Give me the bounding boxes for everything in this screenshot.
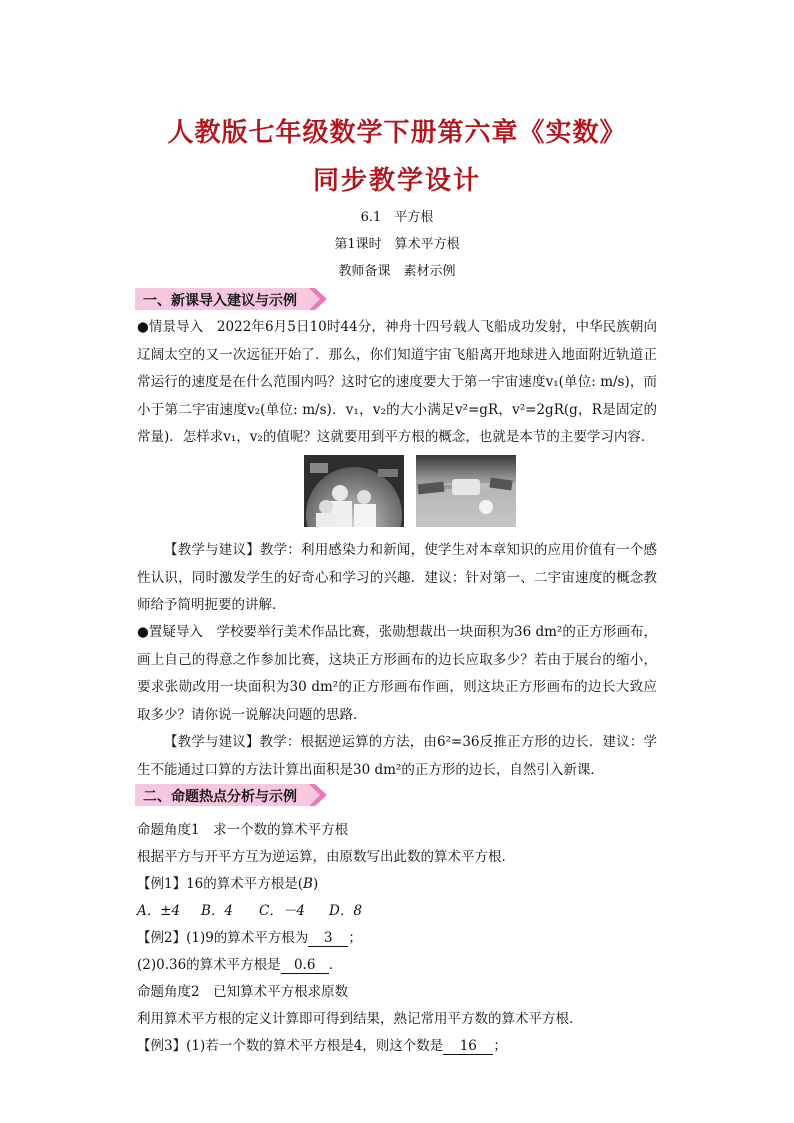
angle-2-heading: 命题角度2 已知算术平方根求原数 (137, 984, 349, 1000)
example-1-options (137, 899, 362, 919)
teaching-advice-2: 【教学与建议】教学：根据逆运算的方法，由6²=36反推正方形的边长．建议：学生不能通过口算的方法计算出面积是30 dm²的正方形的边长，自然引入新课． (137, 734, 657, 778)
example-1 (137, 872, 318, 892)
section-banner-intro (135, 288, 327, 310)
intro-lead: ●置疑导入 (137, 624, 217, 640)
angle-1-heading: 命题角度1 求一个数的算术平方根 (137, 822, 349, 838)
banner-label: 二、命题热点分析与示例 (143, 789, 297, 805)
option-b: B．4 (201, 903, 234, 919)
example-2b-answer: 0.6 (281, 957, 329, 974)
angle-1-description: 根据平方与开平方互为逆运算，由原数写出此数的算术平方根． (137, 849, 515, 865)
option-a: A．±4 (137, 903, 181, 919)
teaching-advice-1: 【教学与建议】教学：利用感染力和新闻，使学生对本章知识的应用价值有一个感性认识，同时激发学生的好奇心和学习的兴趣．建议：针对第一、二宇宙速度的概念教师给予简明扼要的讲解． (137, 542, 657, 614)
example-3a-tail: ； (493, 1038, 507, 1054)
example-2a-tail: ； (348, 930, 362, 946)
angle-2-description: 利用算术平方根的定义计算即可得到结果，熟记常用平方数的算术平方根． (137, 1011, 583, 1027)
intro-lead: ●情景导入 (137, 319, 217, 335)
banner-label: 一、新课导入建议与示例 (143, 293, 297, 309)
example-2a-answer: 3 (308, 930, 348, 947)
example-1-close: ) (312, 876, 319, 892)
intro-paragraph-scenario (137, 314, 657, 452)
example-3a-stem: 【例3】(1)若一个数的算术平方根是4，则这个数是 (137, 1038, 444, 1054)
example-2a-stem: 【例2】(1)9的算术平方根为 (137, 930, 309, 946)
option-c: C．－4 (259, 903, 305, 919)
example-2b-stem: (2)0.36的算术平方根是 (137, 957, 281, 973)
example-3a-answer: 16 (443, 1038, 493, 1055)
section-heading: 6.1 平方根 (360, 210, 434, 225)
lesson-heading: 第1课时 算术平方根 (334, 237, 460, 252)
spacecraft-photo (416, 455, 516, 527)
intro-text: 2022年6月5日10时44分，神舟十四号载人飞船成功发射，中华民族朝向辽阔太空的又一次远征开始了．那么，你们知道宇宙飞船离开地球进入地面附近轨道正常运行的速度是在什么范围内吗？这时它的速度要大于第一宇宙速度v₁(单位: m/s)，而小于第二宇宙速度v₂(单位: m/s)．v₁，v₂的大小满足v²=gR，v²=2gR(g，R是固定的常量)．怎样求v₁，v₂的值呢？这就要用到平方根的概念，也就是本节的主要学习内容． (137, 319, 658, 446)
section-banner-hotspots (135, 784, 327, 806)
prep-heading: 教师备课 素材示例 (338, 264, 456, 279)
option-d: D．8 (329, 903, 362, 919)
intro-paragraph-question (137, 619, 657, 729)
astronauts-photo (304, 455, 404, 527)
example-1-answer: B (303, 876, 313, 892)
example-2-part-2 (137, 953, 342, 974)
example-3-part-1 (137, 1034, 507, 1055)
intro-text: 学校要举行美术作品比赛，张勋想裁出一块面积为36 dm²的正方形画布，画上自己的得意之作参加比赛，这块正方形画布的边长应取多少？若由于展台的缩小，要求张勋改用一块面积为30 dm²的正方形画布作画，则这块正方形画布的边长大致应取多少？请你说一说解决问题的思路． (137, 624, 658, 723)
example-2-part-1 (137, 926, 362, 947)
example-1-stem: 【例1】16的算术平方根是( (137, 876, 304, 892)
example-2b-tail: ． (328, 957, 343, 973)
document-subtitle: 同步教学设计 (312, 166, 481, 196)
document-title: 人教版七年级数学下册第六章《实数》 (167, 118, 627, 148)
